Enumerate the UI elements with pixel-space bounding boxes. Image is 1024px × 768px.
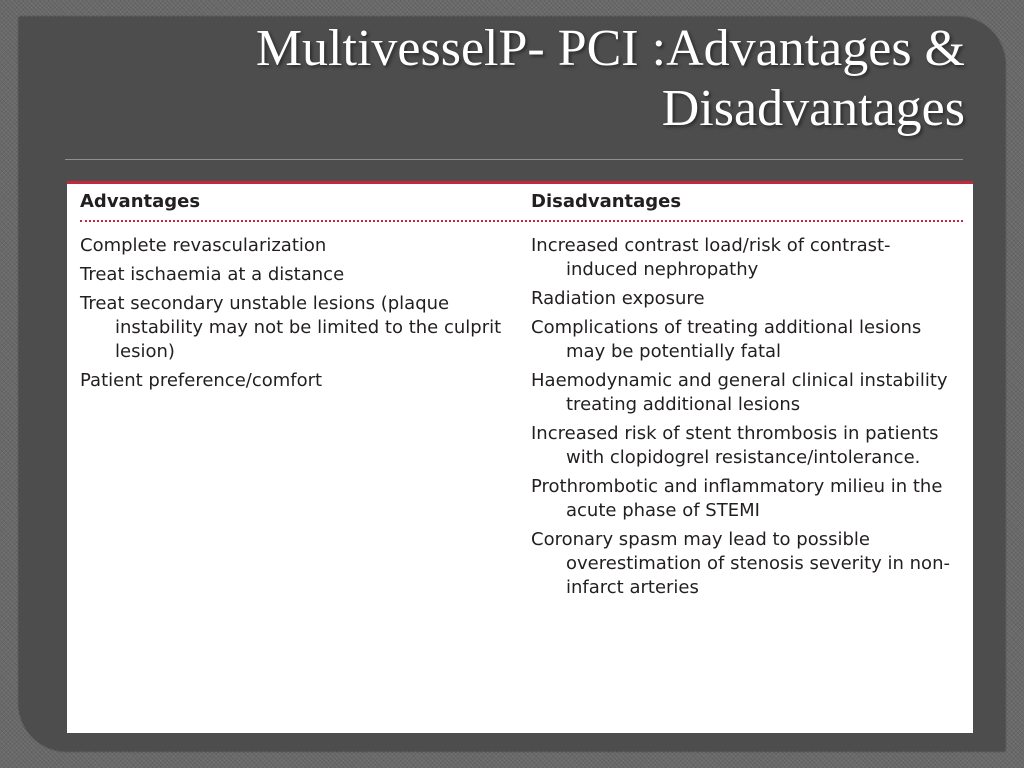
advantage-item: Treat secondary unstable lesions (plaque instability may not be limited to the culprit lesion) <box>80 293 502 362</box>
slide-panel <box>19 17 1005 751</box>
disadvantages-list <box>531 234 961 605</box>
disadvantage-item: Radiation exposure <box>531 288 705 309</box>
comparison-table <box>67 181 973 733</box>
slide-title: MultivesselP- PCI :Advantages & Disadvantages <box>255 20 965 137</box>
advantage-item: Patient preference/comfort <box>80 370 323 391</box>
advantages-list <box>80 234 520 398</box>
disadvantage-item: Prothrombotic and inflammatory milieu in the acute phase of STEMI <box>531 476 943 521</box>
header-divider <box>80 220 963 222</box>
disadvantage-item: Increased contrast load/risk of contrast-induced nephropathy <box>531 235 891 280</box>
advantage-item: Complete revascularization <box>80 235 327 256</box>
title-divider <box>65 159 963 160</box>
disadvantages-header: Disadvantages <box>531 191 682 212</box>
advantages-header: Advantages <box>80 191 201 212</box>
advantage-item: Treat ischaemia at a distance <box>80 264 345 285</box>
disadvantage-item: Coronary spasm may lead to possible overestimation of stenosis severity in non-infarct arteries <box>531 529 950 598</box>
disadvantage-item: Increased risk of stent thrombosis in patients with clopidogrel resistance/intolerance. <box>531 423 939 468</box>
disadvantage-item: Haemodynamic and general clinical instability treating additional lesions <box>531 370 948 415</box>
table-header <box>67 184 973 222</box>
disadvantage-item: Complications of treating additional lesions may be potentially fatal <box>531 317 922 362</box>
